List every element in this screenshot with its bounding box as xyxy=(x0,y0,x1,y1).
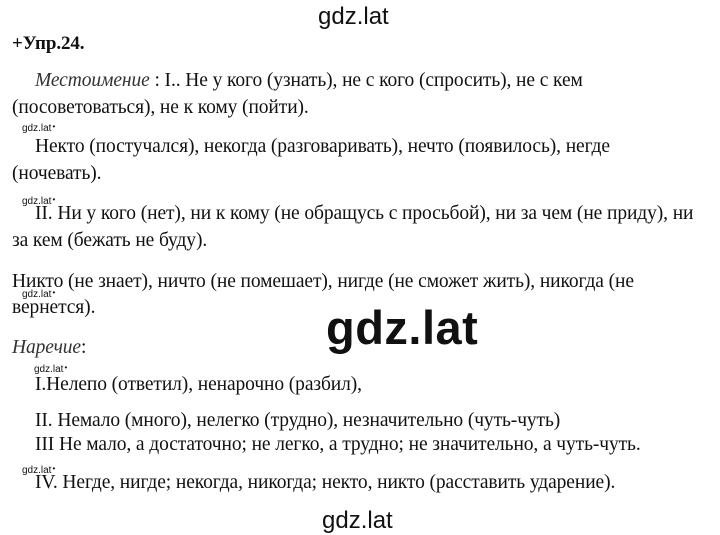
adverb-line-4: IV. Негде, нигде; некогда, никогда; некто, никто (расставить ударение). xyxy=(35,472,616,493)
watermark-top: gdz.lat xyxy=(318,3,389,30)
watermark-big: gdz.lat xyxy=(326,301,479,354)
adverb-line-3: III Не мало, а достаточно; не легко, а трудно; не значительно, а чуть-чуть. xyxy=(35,434,641,455)
pronoun-line-4: (ночевать). xyxy=(12,163,102,184)
watermark-small-2: gdz.lat • xyxy=(22,194,55,208)
adverb-heading xyxy=(12,337,86,359)
pronoun-line-2: (посоветоваться), не к кому (пойти). xyxy=(12,97,309,118)
adverb-line-1: I.Нелепо (ответил), ненарочно (разбил), xyxy=(35,374,362,395)
adverb-label-suffix: : xyxy=(81,337,87,358)
adverb-label: Наречие xyxy=(12,337,81,358)
exercise-title: +Упр.24. xyxy=(12,33,85,54)
pronoun-line-1-text: : I.. Не у кого (узнать), не с кого (спросить), не с кем xyxy=(149,70,583,91)
adverb-line-2: II. Немало (много), нелегко (трудно), незначительно (чуть-чуть) xyxy=(35,410,561,431)
pronoun-line-6: за кем (бежать не буду). xyxy=(12,230,208,251)
pronoun-line-3: Некто (постучался), некогда (разговаривать), нечто (появилось), негде xyxy=(35,136,610,157)
pronoun-line-5: II. Ни у кого (нет), ни к кому (не обращусь с просьбой), ни за чем (не приду), ни xyxy=(35,203,694,224)
watermark-small-3: gdz.lat • xyxy=(22,287,55,301)
pronoun-label: Местоимение xyxy=(35,70,150,91)
watermark-small-5: gdz.lat • xyxy=(22,463,55,477)
watermark-bottom: gdz.lat xyxy=(322,507,393,534)
pronoun-line-7: Никто (не знает), ничто (не помешает), нигде (не сможет жить), никогда (не xyxy=(12,271,634,292)
watermark-small-1: gdz.lat • xyxy=(22,121,55,135)
pronoun-line-1 xyxy=(35,70,583,92)
pronoun-line-8: вернется). xyxy=(12,297,96,318)
watermark-small-4: gdz.lat • xyxy=(34,362,67,376)
